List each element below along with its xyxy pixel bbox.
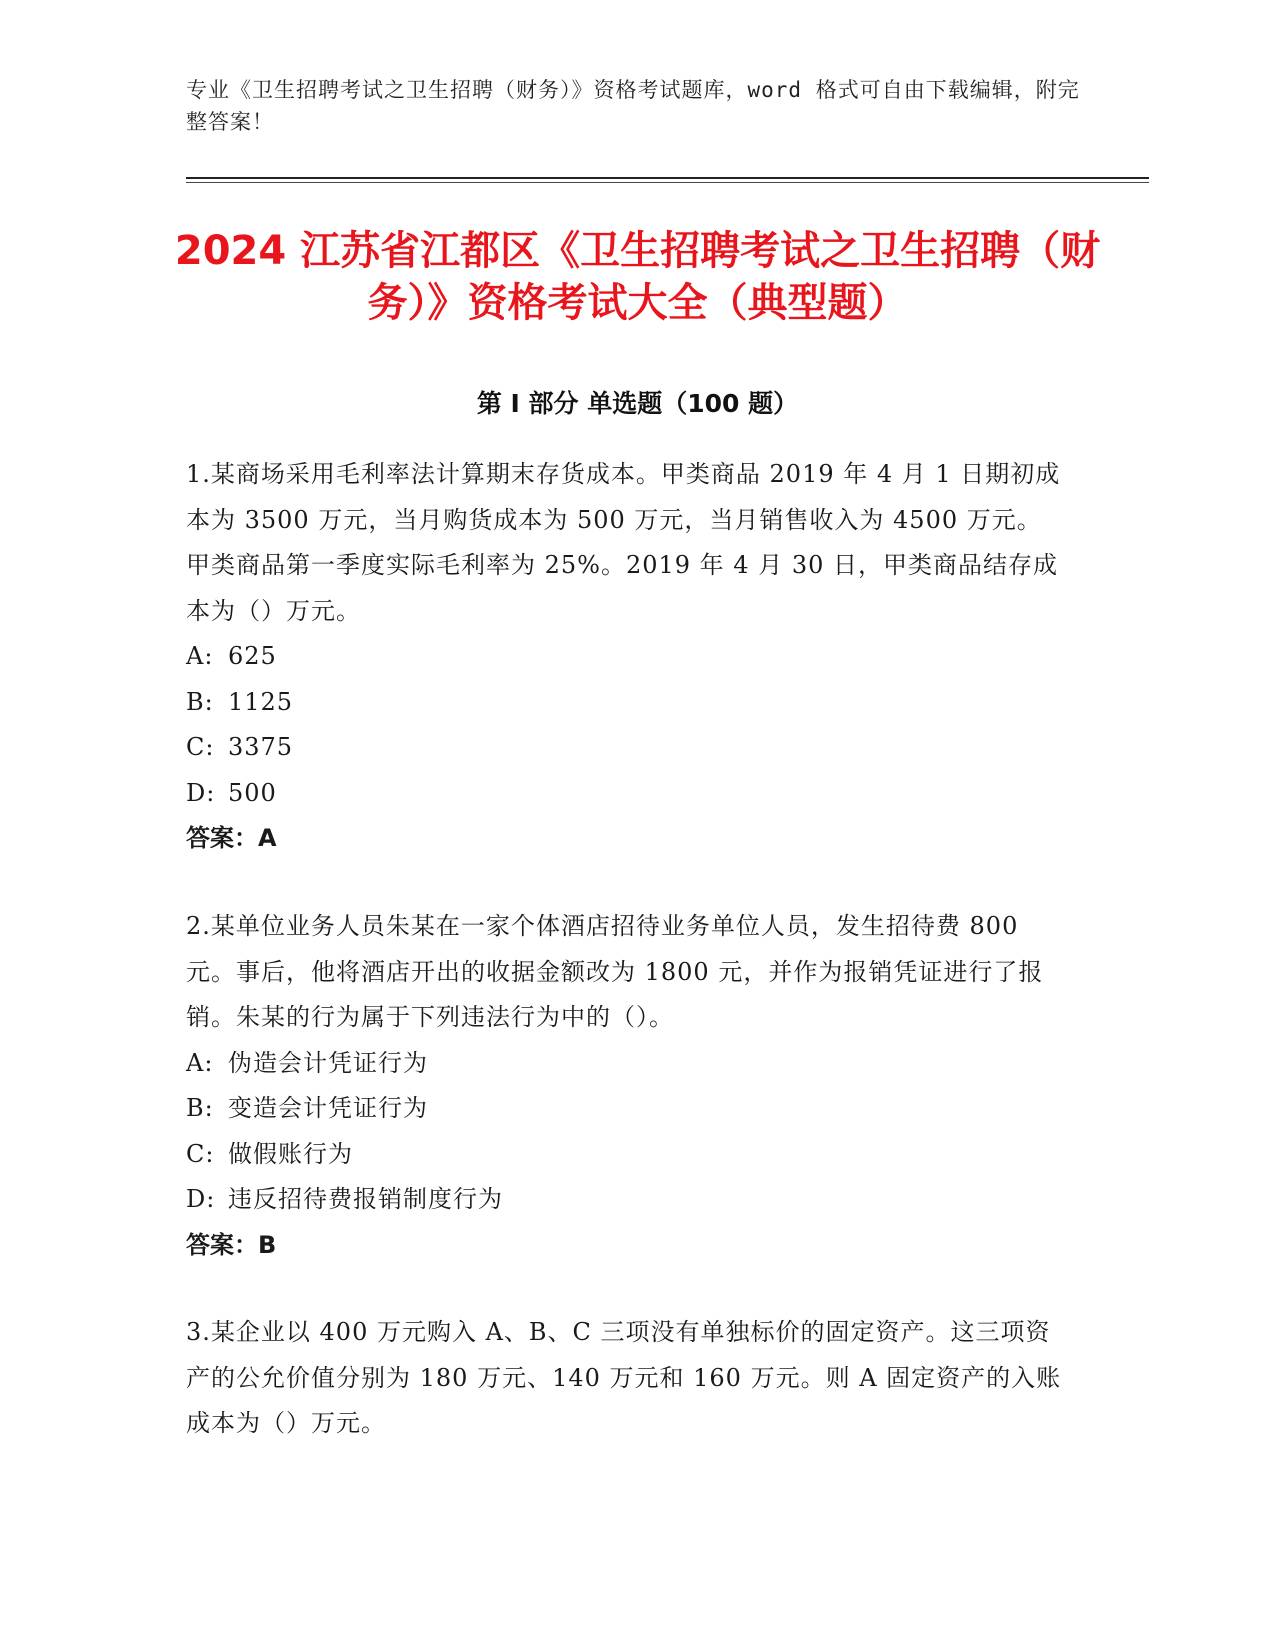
option-text: 变造会计凭证行为 [228, 1094, 428, 1122]
header-note: 专业《卫生招聘考试之卫生招聘（财务）》资格考试题库，word 格式可自由下载编辑，附完整答案！ [186, 78, 1080, 134]
option-letter: D: [186, 1185, 216, 1213]
option-a [186, 634, 1066, 680]
option-text: 违反招待费报销制度行为 [228, 1185, 503, 1213]
option-d [186, 1177, 1066, 1223]
question-3 [186, 1310, 1066, 1447]
option-letter: A: [186, 1048, 214, 1077]
option-letter: D: [186, 778, 216, 807]
option-letter: B: [186, 687, 214, 716]
option-text: 500 [228, 778, 277, 807]
option-text: 伪造会计凭证行为 [228, 1048, 428, 1077]
question-2 [186, 904, 1066, 1268]
option-letter: A: [186, 642, 214, 670]
option-b [186, 1086, 1066, 1132]
option-text: 1125 [228, 687, 294, 716]
option-letter: C: [186, 1139, 215, 1168]
option-text: 3375 [228, 733, 294, 761]
option-text: 做假账行为 [228, 1139, 353, 1168]
header-divider-thin [186, 182, 1149, 183]
option-letter: B: [186, 1094, 214, 1122]
question-stem: 3.某企业以 400 万元购入 A、B、C 三项没有单独标价的固定资产。这三项资产的公允价值分别为 180 万元、140 万元和 160 万元。则 A 固定资产的入账成本为（）万元。 [186, 1318, 1062, 1437]
document-title: 2024 江苏省江都区《卫生招聘考试之卫生招聘（财务）》资格考试大全（典型题） [174, 228, 1101, 326]
question-stem: 1.某商场采用毛利率法计算期末存货成本。甲类商品 2019 年 4 月 1 日期初成本为 3500 万元，当月购货成本为 500 万元，当月销售收入为 4500 万元。甲类商品第一季度实际毛利率为 25%。2019 年 4 月 30 日，甲类商品结存成本为（）万元。 [186, 460, 1061, 625]
option-a [186, 1041, 1066, 1087]
option-letter: C: [186, 733, 215, 761]
question-1 [186, 452, 1066, 862]
option-c [186, 1132, 1066, 1178]
question-stem: 2.某单位业务人员朱某在一家个体酒店招待业务单位人员，发生招待费 800 元。事后，他将酒店开出的收据金额改为 1800 元，并作为报销凭证进行了报销。朱某的行为属于下列违法行为中的（）。 [186, 912, 1044, 1031]
option-b [186, 680, 1066, 726]
option-text: 625 [228, 642, 277, 670]
answer-line: 答案：A [186, 824, 277, 852]
option-d [186, 771, 1066, 817]
answer-line: 答案：B [186, 1230, 277, 1259]
section-heading: 第 I 部分 单选题（100 题） [476, 389, 799, 418]
header-divider [186, 177, 1149, 179]
option-c [186, 725, 1066, 771]
